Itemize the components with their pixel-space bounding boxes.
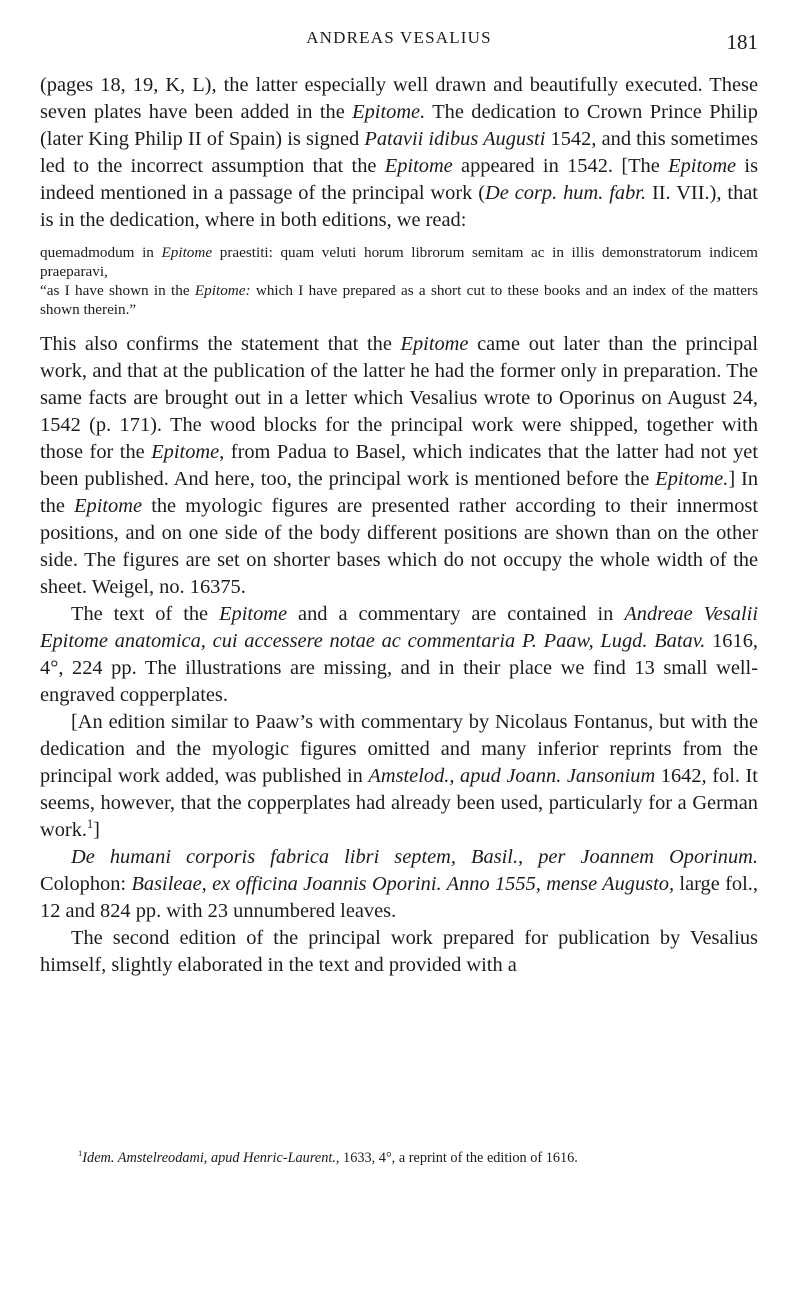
block-quote — [40, 243, 758, 319]
paragraph-2 — [40, 331, 758, 601]
page-header — [40, 28, 758, 52]
text-run: “as I have shown in the — [40, 282, 195, 299]
italic-run: Idem. Amstelreodami, apud Henric-Laurent., — [82, 1150, 340, 1166]
paragraph-3 — [40, 601, 758, 709]
text-run: praestiti: quam veluti horum librorum semitam ac in illis demonstratorum indicem praeparavi, — [40, 244, 758, 280]
text-run: The text of the — [71, 603, 220, 625]
quote-latin — [40, 243, 758, 281]
italic-run: Epitome — [74, 495, 143, 517]
text-run: ] — [93, 819, 100, 841]
quote-english — [40, 281, 758, 319]
text-run: 1616, 4°, 224 pp. The illustrations are missing, and in their place we find 13 small well-engraved copperplates. — [40, 630, 758, 706]
italic-run: Epitome — [219, 603, 288, 625]
text-run: The second edition of the principal work prepared for publication by Vesalius himself, slightly elaborated in the text and provided with a — [40, 927, 758, 976]
italic-run: Epitome — [384, 155, 453, 177]
text-run: from Padua to Basel, which indicates that the latter had not yet been published. And here, too, the principal work is mentioned before the — [40, 441, 759, 490]
italic-run: Epitome. — [655, 468, 729, 490]
paragraph-4 — [40, 709, 758, 844]
text-run: quemadmodum in — [40, 244, 162, 261]
italic-run: Epitome. — [352, 101, 426, 123]
text-run: 1542, and this sometimes led to the incorrect assumption that the — [40, 128, 758, 177]
text-run: came out later than the principal work, and that at the publication of the latter he had the former only in preparation. The same facts are brought out in a letter which Vesalius wrote to Oporinus on August 24, 1542 (p. 171). The wood blocks for the principal work were shipped, together with those for the — [40, 333, 758, 463]
italic-run: De corp. hum. fabr. — [485, 182, 647, 204]
paragraph-1 — [40, 72, 758, 234]
text-run: 1633, 4°, a reprint of the edition of 1616. — [339, 1150, 578, 1166]
page-number: 181 — [726, 30, 758, 54]
footnote-indent — [40, 1150, 578, 1166]
italic-run: Patavii idibus Augusti — [364, 128, 546, 150]
paragraph-5 — [40, 844, 758, 925]
italic-run: Epitome — [161, 244, 213, 261]
text-run: 1642, fol. It seems, however, that the copperplates had already been used, particularly for a German work. — [40, 765, 758, 841]
italic-run: Epitome: — [194, 282, 251, 299]
text-run: [An edition similar to Paaw’s with commentary by Nicolaus Fontanus, but with the dedication and the myologic figures omitted and many inferior reprints from the principal work added, was published in — [40, 711, 758, 787]
italic-run: De humani corporis fabrica libri septem, Basil., per Joannem Oporinum. — [71, 846, 758, 868]
text-run: ] In the — [40, 468, 759, 517]
text-run: large fol., 12 and 824 pp. with 23 unnumbered leaves. — [40, 873, 758, 922]
italic-run: Amstelod., apud Joann. Jansonium — [368, 765, 656, 787]
footnote-ref: 1 — [87, 817, 94, 832]
text-run: which I have prepared as a short cut to these books and an index of the matters shown therein.” — [40, 282, 758, 318]
footnote-mark: 1 — [78, 1148, 83, 1159]
italic-run: Epitome — [668, 155, 737, 177]
italic-run: Epitome, — [151, 441, 225, 463]
text-run: This also confirms the statement that the — [40, 333, 401, 355]
text-run: Colophon: — [40, 873, 132, 895]
text-run: The dedication to Crown Prince Philip (later King Philip II of Spain) is signed — [40, 101, 758, 150]
text-run: the myologic figures are presented rather according to their innermost positions, and on one side of the body different positions are shown than on the other side. The figures are set on shorter bases which do not occupy the whole width of the sheet. Weigel, no. 16375. — [40, 495, 758, 598]
running-head: ANDREAS VESALIUS — [306, 28, 492, 47]
italic-run: Andreae Vesalii Epitome anatomica, cui accessere notae ac commentaria P. Paaw, Lugd. Batav. — [40, 603, 758, 652]
text-run: II. VII.), that is in the dedication, where in both editions, we read: — [40, 182, 758, 231]
text-run: (pages 18, 19, K, L), the latter especially well drawn and beautifully executed. These seven plates have been added in the — [40, 74, 758, 123]
paragraph-6 — [40, 925, 758, 979]
text-run: appeared in 1542. [The — [452, 155, 669, 177]
text-run: is indeed mentioned in a passage of the principal work ( — [40, 155, 759, 204]
italic-run: Basileae, ex officina Joannis Oporini. Anno 1555, mense Augusto, — [131, 873, 675, 895]
text-run: and a commentary are contained in — [287, 603, 625, 625]
body-text — [40, 72, 758, 979]
italic-run: Epitome — [400, 333, 469, 355]
footnote — [40, 1148, 758, 1169]
